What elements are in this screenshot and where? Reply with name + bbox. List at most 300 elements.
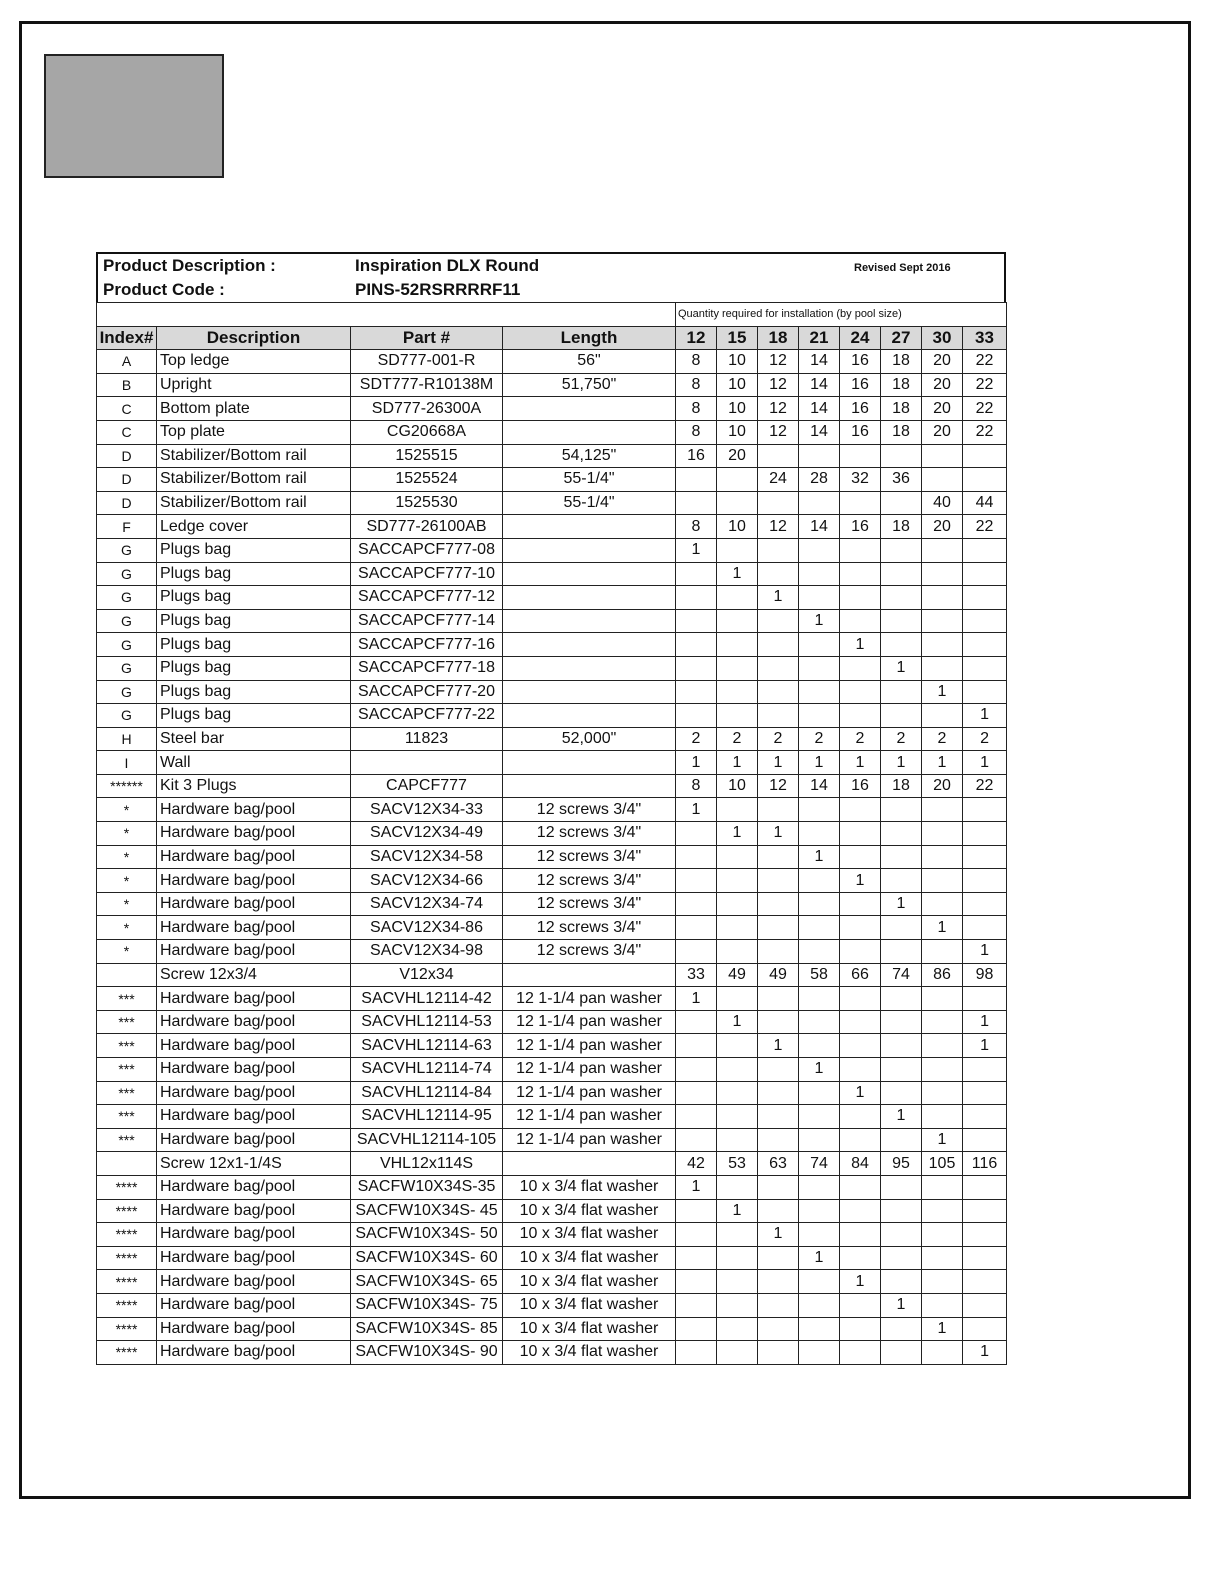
row-quantity: [881, 822, 922, 846]
row-quantity: [881, 1199, 922, 1223]
row-description: Plugs bag: [157, 656, 351, 680]
row-quantity: [676, 491, 717, 515]
row-quantity: 66: [840, 963, 881, 987]
row-quantity: [676, 869, 717, 893]
row-quantity: [676, 468, 717, 492]
row-description: Hardware bag/pool: [157, 1293, 351, 1317]
row-part-number: SACVHL12114-42: [351, 987, 503, 1011]
row-quantity: 18: [881, 515, 922, 539]
table-row: [97, 869, 1007, 893]
row-length: 10 x 3/4 flat washer: [503, 1223, 676, 1247]
row-quantity: [922, 940, 963, 964]
row-description: Hardware bag/pool: [157, 987, 351, 1011]
row-quantity: 1: [799, 1058, 840, 1082]
row-quantity: 1: [922, 680, 963, 704]
row-quantity: [840, 1246, 881, 1270]
row-quantity: [963, 1246, 1007, 1270]
row-quantity: [758, 609, 799, 633]
row-quantity: [881, 1223, 922, 1247]
row-quantity: [758, 1058, 799, 1082]
row-quantity: 1: [922, 916, 963, 940]
row-quantity: 28: [799, 468, 840, 492]
row-part-number: SACVHL12114-74: [351, 1058, 503, 1082]
row-quantity: [963, 892, 1007, 916]
row-quantity: [799, 1128, 840, 1152]
row-quantity: 63: [758, 1152, 799, 1176]
row-quantity: [840, 1199, 881, 1223]
row-quantity: [676, 1105, 717, 1129]
row-quantity: [963, 538, 1007, 562]
table-row: [97, 633, 1007, 657]
row-quantity: 18: [881, 350, 922, 374]
row-index: G: [97, 562, 157, 586]
row-quantity: [963, 822, 1007, 846]
row-quantity: [758, 680, 799, 704]
row-part-number: 1525515: [351, 444, 503, 468]
table-row: [97, 1105, 1007, 1129]
row-quantity: 1: [676, 538, 717, 562]
row-quantity: [799, 1010, 840, 1034]
row-quantity: [840, 1105, 881, 1129]
row-quantity: 10: [717, 420, 758, 444]
row-quantity: [717, 892, 758, 916]
row-quantity: [758, 987, 799, 1011]
row-quantity: [922, 1246, 963, 1270]
row-quantity: [963, 468, 1007, 492]
row-quantity: [799, 656, 840, 680]
row-quantity: [922, 1034, 963, 1058]
table-row: [97, 751, 1007, 775]
row-length: 12 screws 3/4": [503, 916, 676, 940]
row-description: Plugs bag: [157, 586, 351, 610]
row-quantity: [717, 1293, 758, 1317]
row-quantity: [922, 1293, 963, 1317]
row-quantity: [922, 1010, 963, 1034]
row-part-number: 1525524: [351, 468, 503, 492]
row-quantity: 1: [676, 1175, 717, 1199]
row-quantity: [922, 633, 963, 657]
row-quantity: [881, 1317, 922, 1341]
sheet-header: [96, 252, 1006, 302]
row-length: [503, 680, 676, 704]
row-quantity: [758, 1341, 799, 1365]
row-part-number: V12x34: [351, 963, 503, 987]
row-length: [503, 586, 676, 610]
row-quantity: [799, 798, 840, 822]
row-quantity: [799, 704, 840, 728]
table-row: [97, 822, 1007, 846]
row-index: ***: [97, 1128, 157, 1152]
row-length: [503, 562, 676, 586]
row-quantity: [799, 444, 840, 468]
row-index: D: [97, 468, 157, 492]
row-part-number: SACFW10X34S- 45: [351, 1199, 503, 1223]
row-quantity: 22: [963, 420, 1007, 444]
row-quantity: [758, 1246, 799, 1270]
row-quantity: 20: [922, 420, 963, 444]
row-quantity: [676, 1081, 717, 1105]
row-quantity: 40: [922, 491, 963, 515]
parts-sheet: [96, 252, 1006, 1365]
row-length: [503, 656, 676, 680]
row-length: 10 x 3/4 flat washer: [503, 1270, 676, 1294]
row-quantity: 16: [840, 397, 881, 421]
row-part-number: SACCAPCF777-12: [351, 586, 503, 610]
row-quantity: 2: [717, 727, 758, 751]
row-quantity: [840, 1223, 881, 1247]
row-part-number: SACFW10X34S- 60: [351, 1246, 503, 1270]
row-quantity: [758, 1128, 799, 1152]
row-quantity: 10: [717, 397, 758, 421]
row-quantity: [963, 1293, 1007, 1317]
product-description: Inspiration DLX Round: [355, 256, 540, 275]
product-code-label: Product Code :: [103, 280, 225, 299]
row-quantity: [799, 680, 840, 704]
row-index: H: [97, 727, 157, 751]
row-index: A: [97, 350, 157, 374]
row-index: D: [97, 444, 157, 468]
row-index: *: [97, 822, 157, 846]
table-row: [97, 420, 1007, 444]
row-quantity: 24: [758, 468, 799, 492]
row-part-number: SACV12X34-86: [351, 916, 503, 940]
row-quantity: 1: [717, 1199, 758, 1223]
row-quantity: [963, 987, 1007, 1011]
row-quantity: [881, 987, 922, 1011]
table-row: [97, 444, 1007, 468]
row-quantity: [922, 468, 963, 492]
row-quantity: 22: [963, 350, 1007, 374]
table-row: [97, 1341, 1007, 1365]
row-part-number: SACV12X34-74: [351, 892, 503, 916]
row-description: Stabilizer/Bottom rail: [157, 444, 351, 468]
row-length: 55-1/4": [503, 468, 676, 492]
row-quantity: [963, 1199, 1007, 1223]
qty-caption: Quantity required for installation (by pool size): [676, 303, 1007, 327]
row-quantity: [717, 1175, 758, 1199]
row-length: 12 screws 3/4": [503, 822, 676, 846]
row-index: C: [97, 420, 157, 444]
row-description: Hardware bag/pool: [157, 1034, 351, 1058]
row-quantity: [963, 845, 1007, 869]
row-quantity: 1: [840, 751, 881, 775]
row-quantity: 1: [881, 1293, 922, 1317]
row-quantity: [963, 1317, 1007, 1341]
table-row: [97, 798, 1007, 822]
row-quantity: [963, 444, 1007, 468]
row-quantity: [881, 1058, 922, 1082]
row-quantity: 74: [881, 963, 922, 987]
row-quantity: 10: [717, 350, 758, 374]
row-quantity: [676, 1034, 717, 1058]
row-description: Bottom plate: [157, 397, 351, 421]
row-length: 12 1-1/4 pan washer: [503, 1081, 676, 1105]
row-quantity: [758, 869, 799, 893]
row-description: Hardware bag/pool: [157, 1199, 351, 1223]
row-quantity: [881, 609, 922, 633]
row-quantity: [881, 916, 922, 940]
row-quantity: 98: [963, 963, 1007, 987]
row-quantity: [881, 1246, 922, 1270]
col-size: 24: [840, 326, 881, 350]
row-length: 12 1-1/4 pan washer: [503, 987, 676, 1011]
row-quantity: 2: [840, 727, 881, 751]
row-quantity: 12: [758, 397, 799, 421]
row-quantity: [881, 1270, 922, 1294]
table-row: [97, 468, 1007, 492]
row-part-number: CAPCF777: [351, 774, 503, 798]
row-part-number: SACCAPCF777-18: [351, 656, 503, 680]
row-quantity: [717, 1270, 758, 1294]
row-part-number: SACVHL12114-95: [351, 1105, 503, 1129]
row-quantity: 1: [758, 1223, 799, 1247]
row-index: ****: [97, 1317, 157, 1341]
row-quantity: [717, 940, 758, 964]
row-length: 12 1-1/4 pan washer: [503, 1105, 676, 1129]
row-quantity: [799, 562, 840, 586]
row-part-number: SACCAPCF777-20: [351, 680, 503, 704]
row-index: [97, 1152, 157, 1176]
row-quantity: [881, 538, 922, 562]
row-quantity: [717, 680, 758, 704]
row-quantity: [840, 1293, 881, 1317]
row-quantity: 16: [840, 774, 881, 798]
row-part-number: CG20668A: [351, 420, 503, 444]
row-quantity: 16: [840, 515, 881, 539]
row-quantity: [758, 1105, 799, 1129]
row-index: G: [97, 609, 157, 633]
row-description: Hardware bag/pool: [157, 916, 351, 940]
row-quantity: [881, 1175, 922, 1199]
row-quantity: [676, 845, 717, 869]
row-description: Plugs bag: [157, 609, 351, 633]
table-row: [97, 1128, 1007, 1152]
row-part-number: SACCAPCF777-14: [351, 609, 503, 633]
row-index: *: [97, 845, 157, 869]
row-quantity: 53: [717, 1152, 758, 1176]
row-quantity: 1: [963, 1341, 1007, 1365]
row-quantity: [758, 562, 799, 586]
row-length: 55-1/4": [503, 491, 676, 515]
row-length: 12 1-1/4 pan washer: [503, 1128, 676, 1152]
col-length: Length: [503, 326, 676, 350]
row-quantity: [758, 1317, 799, 1341]
row-quantity: 1: [717, 822, 758, 846]
row-quantity: [799, 1341, 840, 1365]
table-row: [97, 1317, 1007, 1341]
row-quantity: [881, 1010, 922, 1034]
row-length: 10 x 3/4 flat washer: [503, 1246, 676, 1270]
row-quantity: [758, 1010, 799, 1034]
row-quantity: 18: [881, 774, 922, 798]
row-quantity: [676, 1199, 717, 1223]
col-size: 27: [881, 326, 922, 350]
row-quantity: 20: [922, 373, 963, 397]
row-quantity: [799, 1293, 840, 1317]
row-quantity: [676, 1058, 717, 1082]
table-row: [97, 350, 1007, 374]
row-description: Hardware bag/pool: [157, 1317, 351, 1341]
col-size: 21: [799, 326, 840, 350]
row-quantity: 16: [676, 444, 717, 468]
row-part-number: SACVHL12114-84: [351, 1081, 503, 1105]
row-quantity: 10: [717, 373, 758, 397]
row-quantity: [676, 562, 717, 586]
row-quantity: [963, 656, 1007, 680]
table-row: [97, 774, 1007, 798]
table-row: [97, 373, 1007, 397]
row-description: Hardware bag/pool: [157, 940, 351, 964]
row-quantity: [922, 1223, 963, 1247]
row-quantity: [758, 444, 799, 468]
row-quantity: [840, 586, 881, 610]
row-index: *: [97, 869, 157, 893]
row-quantity: [758, 633, 799, 657]
table-row: [97, 397, 1007, 421]
row-quantity: [799, 633, 840, 657]
row-quantity: 14: [799, 774, 840, 798]
row-quantity: 12: [758, 515, 799, 539]
row-description: Hardware bag/pool: [157, 1341, 351, 1365]
row-quantity: [963, 1105, 1007, 1129]
row-quantity: [758, 940, 799, 964]
row-quantity: [676, 656, 717, 680]
row-quantity: 14: [799, 515, 840, 539]
row-quantity: [799, 940, 840, 964]
row-quantity: [881, 704, 922, 728]
row-part-number: SACFW10X34S- 65: [351, 1270, 503, 1294]
row-part-number: SDT777-R10138M: [351, 373, 503, 397]
row-quantity: [840, 1317, 881, 1341]
row-length: 12 screws 3/4": [503, 892, 676, 916]
row-length: 56": [503, 350, 676, 374]
row-quantity: 42: [676, 1152, 717, 1176]
qty-caption-row: [97, 303, 1007, 327]
row-quantity: [922, 798, 963, 822]
row-quantity: 2: [963, 727, 1007, 751]
table-row: [97, 515, 1007, 539]
row-quantity: 1: [799, 845, 840, 869]
row-quantity: [840, 1175, 881, 1199]
row-index: ***: [97, 1058, 157, 1082]
row-quantity: [758, 845, 799, 869]
row-quantity: [676, 586, 717, 610]
row-quantity: [963, 1223, 1007, 1247]
row-quantity: [963, 562, 1007, 586]
row-quantity: [676, 633, 717, 657]
row-quantity: 8: [676, 397, 717, 421]
row-quantity: [881, 798, 922, 822]
row-length: [503, 774, 676, 798]
row-part-number: 11823: [351, 727, 503, 751]
row-length: [503, 397, 676, 421]
row-quantity: [717, 586, 758, 610]
row-quantity: 58: [799, 963, 840, 987]
row-quantity: [717, 1246, 758, 1270]
row-quantity: [717, 1081, 758, 1105]
row-index: G: [97, 656, 157, 680]
row-quantity: [758, 916, 799, 940]
row-index: I: [97, 751, 157, 775]
row-quantity: [758, 1081, 799, 1105]
row-quantity: [840, 1010, 881, 1034]
row-quantity: [676, 892, 717, 916]
row-description: Plugs bag: [157, 538, 351, 562]
row-quantity: [799, 1270, 840, 1294]
row-part-number: SACV12X34-98: [351, 940, 503, 964]
row-quantity: [922, 822, 963, 846]
row-quantity: [881, 1128, 922, 1152]
row-part-number: SACFW10X34S- 90: [351, 1341, 503, 1365]
row-quantity: [676, 1128, 717, 1152]
table-row: [97, 680, 1007, 704]
row-quantity: [758, 491, 799, 515]
parts-table: [96, 302, 1007, 1365]
row-quantity: 1: [676, 987, 717, 1011]
row-quantity: [676, 680, 717, 704]
table-row: [97, 1175, 1007, 1199]
table-row: [97, 845, 1007, 869]
row-quantity: 1: [758, 822, 799, 846]
row-part-number: SACVHL12114-53: [351, 1010, 503, 1034]
row-quantity: [717, 916, 758, 940]
row-quantity: [799, 1105, 840, 1129]
row-quantity: [840, 680, 881, 704]
row-quantity: 18: [881, 397, 922, 421]
row-quantity: [717, 1341, 758, 1365]
row-quantity: [799, 1175, 840, 1199]
row-description: Stabilizer/Bottom rail: [157, 491, 351, 515]
row-quantity: 1: [963, 1034, 1007, 1058]
row-quantity: [717, 869, 758, 893]
row-quantity: [717, 845, 758, 869]
row-quantity: 1: [881, 751, 922, 775]
row-quantity: [840, 892, 881, 916]
row-description: Upright: [157, 373, 351, 397]
row-quantity: [676, 1246, 717, 1270]
row-quantity: 1: [881, 1105, 922, 1129]
row-quantity: [676, 916, 717, 940]
row-index: B: [97, 373, 157, 397]
row-quantity: [758, 538, 799, 562]
row-length: [503, 420, 676, 444]
row-quantity: 1: [881, 892, 922, 916]
table-row: [97, 538, 1007, 562]
row-quantity: [922, 987, 963, 1011]
caption-spacer: [97, 303, 676, 327]
table-row: [97, 586, 1007, 610]
row-part-number: SACV12X34-33: [351, 798, 503, 822]
row-quantity: [840, 538, 881, 562]
row-quantity: [881, 633, 922, 657]
row-quantity: 1: [963, 940, 1007, 964]
column-header-row: [97, 326, 1007, 350]
revised-date: Revised Sept 2016: [854, 262, 951, 274]
row-index: C: [97, 397, 157, 421]
product-code: PINS-52RSRRRRF11: [355, 280, 521, 299]
col-size: 18: [758, 326, 799, 350]
row-quantity: [758, 892, 799, 916]
table-row: [97, 491, 1007, 515]
row-quantity: 1: [963, 704, 1007, 728]
row-part-number: SACVHL12114-63: [351, 1034, 503, 1058]
row-part-number: SACFW10X34S- 50: [351, 1223, 503, 1247]
row-quantity: [676, 1341, 717, 1365]
row-quantity: [840, 798, 881, 822]
row-quantity: 1: [840, 633, 881, 657]
row-quantity: [922, 1105, 963, 1129]
row-quantity: 1: [717, 1010, 758, 1034]
